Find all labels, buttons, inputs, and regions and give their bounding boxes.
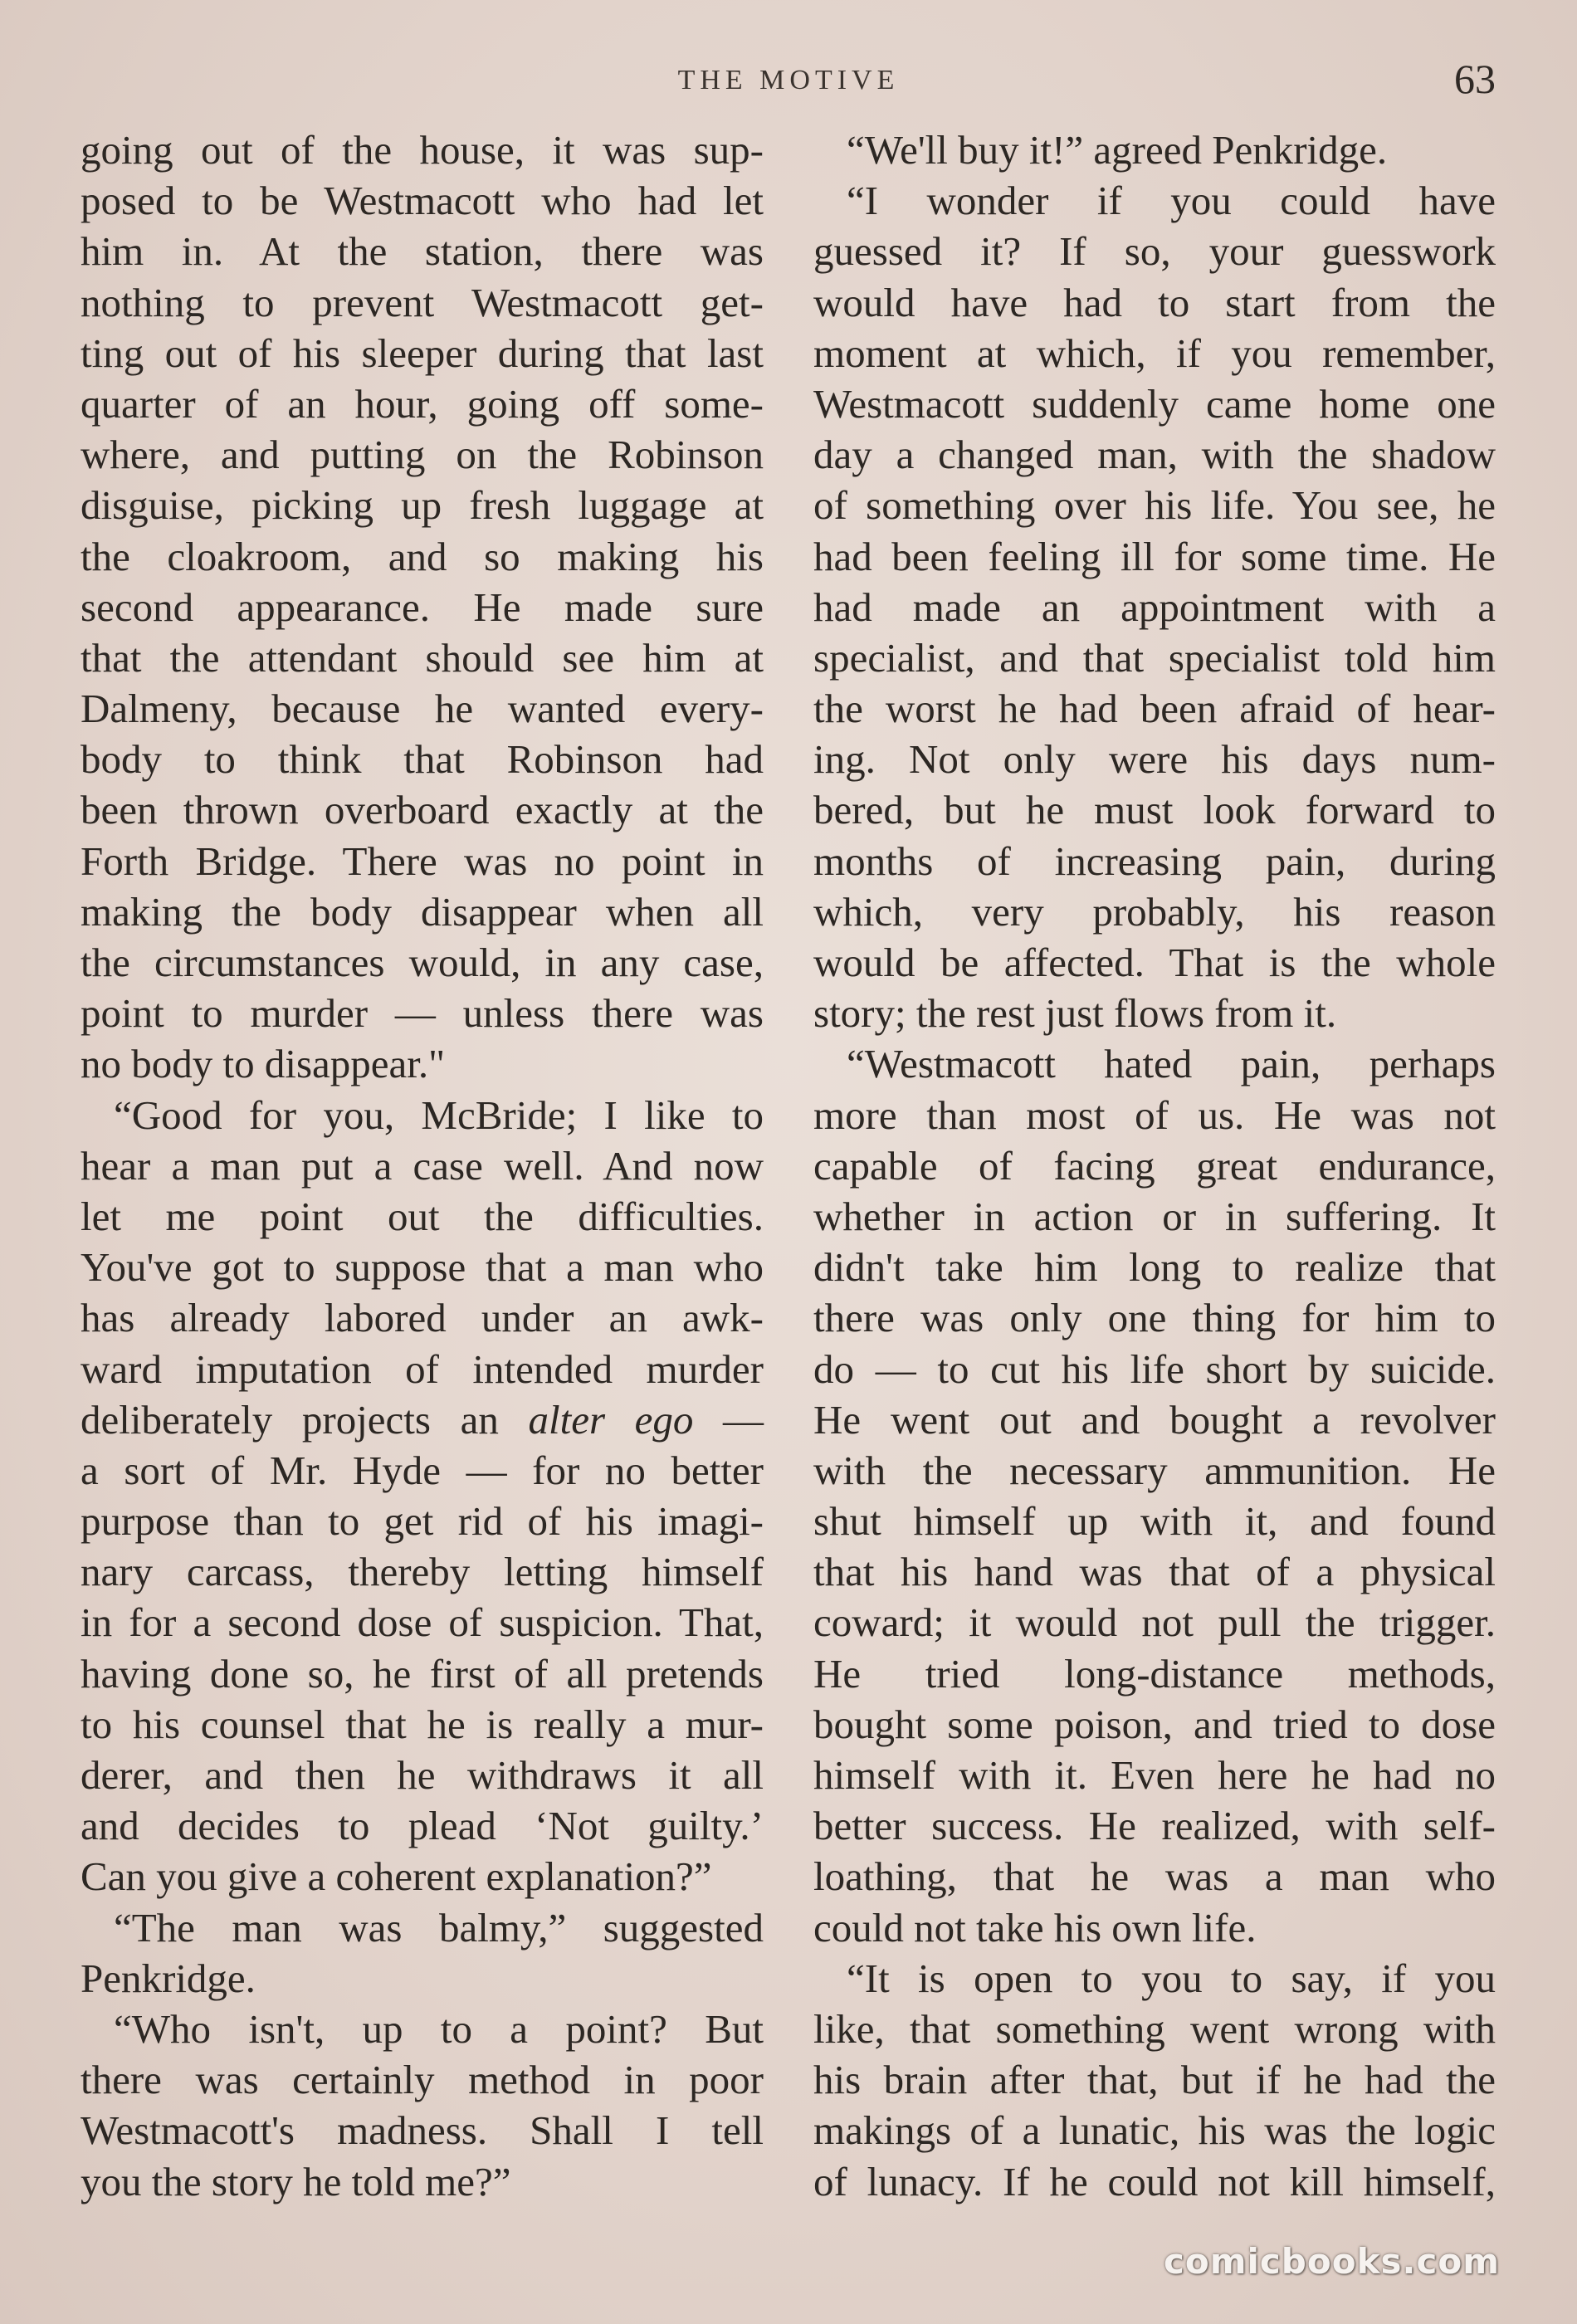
text-line: shut himself up with it, and found — [813, 1498, 1496, 1545]
text-line: months of increasing pain, during — [813, 837, 1496, 884]
text-line: ting out of his sleeper during that last — [81, 330, 764, 376]
text-line: Dalmeny, because he wanted every- — [81, 686, 764, 732]
text-line: He went out and bought a revolver — [813, 1396, 1496, 1443]
text-line: making the body disappear when all — [81, 888, 764, 935]
text-line: that the attendant should see him at — [81, 634, 764, 681]
text-line: could not take his own life. — [813, 1904, 1257, 1950]
text-line: let me point out the difficulties. — [81, 1193, 764, 1239]
text-line: “The man was balmy,” suggested — [114, 1904, 764, 1950]
text-line: purpose than to get rid of his imagi- — [81, 1498, 764, 1545]
text-line: loathing, that he was a man who — [813, 1853, 1496, 1900]
text-line: been thrown overboard exactly at the — [81, 787, 764, 833]
text-line: coward; it would not pull the trigger. — [813, 1599, 1496, 1646]
text-line: to his counsel that he is really a mur- — [81, 1701, 764, 1747]
text-line: Forth Bridge. There was no point in — [81, 837, 764, 884]
text-line: specialist, and that specialist told him — [813, 634, 1496, 681]
text-line: a sort of Mr. Hyde — for no better — [81, 1447, 764, 1493]
text-line: having done so, he first of all pretends — [81, 1650, 764, 1697]
text-line: Penkridge. — [81, 1955, 256, 2001]
text-line: point to murder — unless there was — [81, 990, 764, 1037]
running-title: THE MOTIVE — [677, 65, 900, 95]
text-line: where, and putting on the Robinson — [81, 432, 764, 478]
text-line: “It is open to you to say, if you — [847, 1955, 1496, 2001]
text-line: bered, but he must look forward to — [813, 787, 1496, 833]
text-line: Can you give a coherent explanation?” — [81, 1853, 712, 1900]
text-line: didn't take him long to realize that — [813, 1244, 1496, 1291]
text-line: would be affected. That is the whole — [813, 940, 1496, 985]
text-line: moment at which, if you remember, — [813, 330, 1496, 376]
text-line: ing. Not only were his days num- — [813, 736, 1496, 783]
text-line: going out of the house, it was sup- — [81, 127, 764, 173]
italic-phrase: alter ego — [528, 1396, 694, 1443]
text-line: “Good for you, McBride; I like to — [114, 1091, 764, 1138]
text-line: bought some poison, and tried to dose — [813, 1701, 1496, 1747]
text-line: his brain after that, but if he had the — [813, 2057, 1496, 2103]
text-line: you the story he told me?” — [81, 2158, 511, 2204]
text-line: ward imputation of intended murder — [81, 1345, 764, 1392]
text-line: better success. He realized, with self- — [813, 1803, 1496, 1849]
text-line: He tried long-distance methods, — [813, 1650, 1496, 1697]
text-line: second appearance. He made sure — [81, 583, 764, 630]
text-line: has already labored under an awk- — [81, 1295, 764, 1341]
text-line: story; the rest just flows from it. — [813, 990, 1337, 1037]
text-line: like, that something went wrong with — [813, 2005, 1496, 2052]
text-line: the circumstances would, in any case, — [81, 940, 764, 985]
text-line: would have had to start from the — [813, 279, 1496, 325]
right-text-column — [813, 124, 1496, 2207]
text-line: Westmacott suddenly came home one — [813, 380, 1496, 427]
text-line: more than most of us. He was not — [813, 1091, 1496, 1138]
text-line: nothing to prevent Westmacott get- — [81, 279, 764, 325]
text-line: the cloakroom, and so making his — [81, 533, 764, 579]
text-line: makings of a lunatic, his was the logic — [813, 2107, 1496, 2154]
text-line: there was only one thing for him to — [813, 1295, 1496, 1341]
text-line: had made an appointment with a — [813, 583, 1496, 630]
text-line: body to think that Robinson had — [81, 736, 764, 783]
text-line: there was certainly method in poor — [81, 2057, 764, 2103]
text-line: of something over his life. You see, he — [813, 482, 1496, 529]
text-line: posed to be Westmacott who had let — [81, 178, 764, 224]
text-line: capable of facing great endurance, — [813, 1142, 1496, 1189]
text-line: hear a man put a case well. And now — [81, 1142, 764, 1189]
text-line: nary carcass, thereby letting himself — [81, 1549, 764, 1595]
text-line: “Who isn't, up to a point? But — [114, 2005, 764, 2052]
text-line: in for a second dose of suspicion. That, — [81, 1599, 764, 1646]
text-line: guessed it? If so, your guesswork — [813, 228, 1496, 275]
left-text-column — [81, 124, 764, 2207]
text-line: of lunacy. If he could not kill himself, — [813, 2158, 1496, 2204]
watermark-logo: comicbooks.com — [1164, 2241, 1500, 2282]
text-line: the worst he had been afraid of hear- — [813, 686, 1496, 732]
text-line: derer, and then he withdraws it all — [81, 1752, 764, 1798]
text-line: day a changed man, with the shadow — [813, 432, 1496, 478]
text-line: do — to cut his life short by suicide. — [813, 1345, 1496, 1392]
text-line: quarter of an hour, going off some- — [81, 380, 764, 427]
text-line: that his hand was that of a physical — [813, 1549, 1496, 1595]
text-line: Westmacott's madness. Shall I tell — [81, 2107, 764, 2154]
text-line: “I wonder if you could have — [847, 178, 1496, 224]
text-line: and decides to plead ‘Not guilty.’ — [81, 1803, 764, 1849]
text-line: which, very probably, his reason — [813, 888, 1496, 935]
page-number: 63 — [1454, 56, 1496, 102]
text-line: deliberately projects an alter ego — — [81, 1396, 764, 1443]
text-line: no body to disappear." — [81, 1041, 446, 1087]
text-line: “Westmacott hated pain, perhaps — [847, 1041, 1496, 1087]
text-line: him in. At the station, there was — [81, 228, 764, 275]
text-line: “We'll buy it!” agreed Penkridge. — [847, 127, 1388, 173]
text-line: whether in action or in suffering. It — [813, 1193, 1496, 1239]
text-line: himself with it. Even here he had no — [813, 1752, 1496, 1798]
text-line: disguise, picking up fresh luggage at — [81, 482, 764, 529]
text-line: with the necessary ammunition. He — [813, 1447, 1496, 1493]
text-line: You've got to suppose that a man who — [81, 1244, 764, 1291]
text-line: had been feeling ill for some time. He — [813, 533, 1496, 579]
